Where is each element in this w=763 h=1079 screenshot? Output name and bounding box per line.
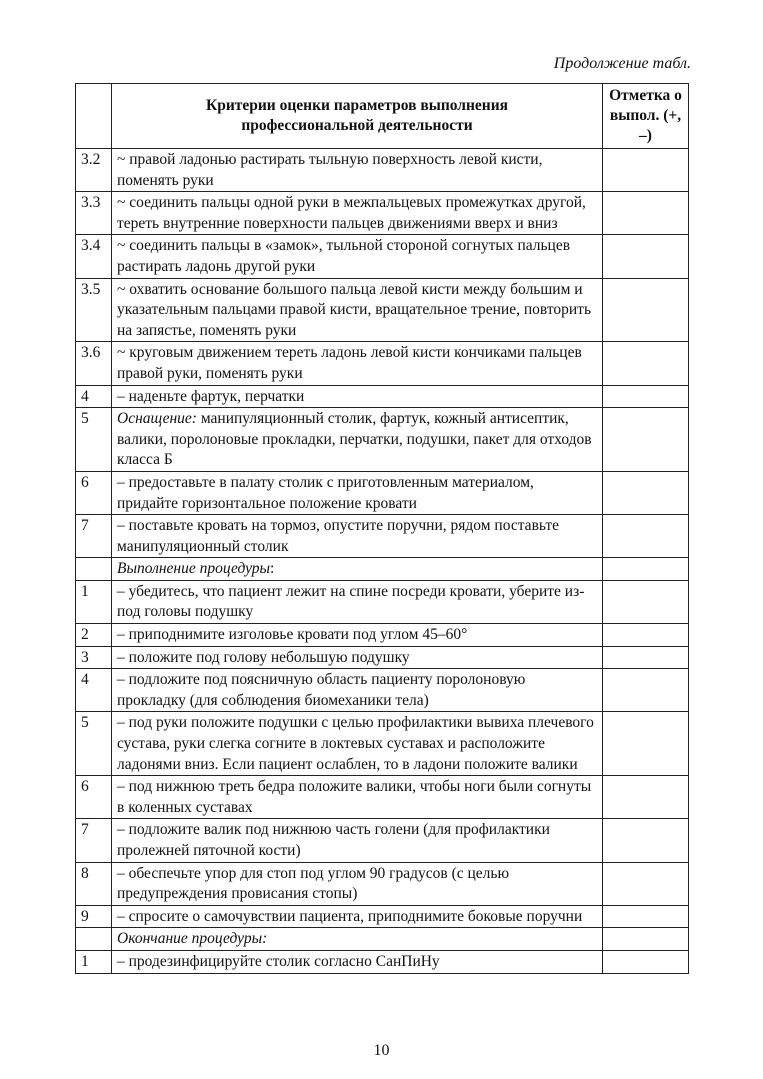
row-number	[76, 558, 112, 581]
table-row	[76, 580, 689, 623]
row-criteria	[112, 862, 603, 905]
section-label: Оснащение:	[117, 410, 197, 428]
criteria-text: :	[270, 560, 275, 578]
row-number: 1	[76, 580, 112, 623]
header-mark: Отметка о выпол. (+, –)	[603, 84, 689, 149]
table-row	[76, 235, 689, 278]
criteria-text: ~ соединить пальцы в «замок», тыльной стороной согнутых пальцев растирать ладонь другой руки	[117, 237, 571, 275]
row-number: 3	[76, 646, 112, 669]
table-row	[76, 905, 689, 928]
row-mark-cell[interactable]	[603, 624, 689, 647]
row-number: 5	[76, 408, 112, 472]
table-row	[76, 624, 689, 647]
row-criteria	[112, 558, 603, 581]
criteria-text: – убедитесь, что пациент лежит на спине посреди кровати, уберите из-под головы подушку	[117, 582, 585, 621]
row-criteria	[112, 776, 603, 819]
row-number: 2	[76, 624, 112, 647]
row-mark-cell[interactable]	[603, 950, 689, 973]
row-criteria	[112, 819, 603, 862]
row-mark-cell[interactable]	[603, 776, 689, 819]
row-number: 3.3	[76, 192, 112, 235]
row-mark-cell[interactable]	[603, 646, 689, 669]
row-mark-cell[interactable]	[603, 928, 689, 951]
row-mark-cell[interactable]	[603, 712, 689, 776]
criteria-text: ~ правой ладонью растирать тыльную поверхность левой кисти, поменять руки	[117, 151, 543, 189]
table-row	[76, 928, 689, 951]
row-criteria	[112, 149, 603, 192]
table-row	[76, 819, 689, 862]
row-number: 3.5	[76, 278, 112, 342]
row-mark-cell[interactable]	[603, 819, 689, 862]
row-mark-cell[interactable]	[603, 235, 689, 278]
criteria-text: – продезинфицируйте столик согласно СанПиНу	[117, 952, 440, 970]
header-criteria: Критерии оценки параметров выполнения профессиональной деятельности	[112, 84, 603, 149]
table-row	[76, 950, 689, 973]
row-number: 3.2	[76, 149, 112, 192]
table-row	[76, 669, 689, 712]
row-criteria	[112, 408, 603, 472]
row-mark-cell[interactable]	[603, 580, 689, 623]
criteria-text: – подложите валик под нижнюю часть голени (для профилактики пролежней пяточной кости)	[117, 821, 550, 859]
criteria-text: – под руки положите подушки с целью профилактики вывиха плечевого сустава, руки слегка согните в локтевых суставах и расположите ладонями вниз. Если пациент ослаблен, то в ладони положите валики	[117, 714, 594, 773]
row-criteria	[112, 342, 603, 385]
row-number: 8	[76, 862, 112, 905]
row-criteria	[112, 385, 603, 408]
row-criteria	[112, 580, 603, 623]
table-row	[76, 342, 689, 385]
table-row	[76, 776, 689, 819]
row-number: 3.4	[76, 235, 112, 278]
row-mark-cell[interactable]	[603, 278, 689, 342]
row-criteria	[112, 646, 603, 669]
row-criteria	[112, 905, 603, 928]
criteria-table	[75, 83, 689, 974]
row-mark-cell[interactable]	[603, 669, 689, 712]
criteria-text: манипуляционный столик, фартук, кожный антисептик, валики, поролоновые прокладки, перчатки, подушки, пакет для отходов класса Б	[117, 410, 592, 469]
table-row	[76, 862, 689, 905]
row-mark-cell[interactable]	[603, 408, 689, 472]
table-row	[76, 515, 689, 558]
row-mark-cell[interactable]	[603, 342, 689, 385]
criteria-text: – наденьте фартук, перчатки	[117, 387, 305, 405]
row-mark-cell[interactable]	[603, 192, 689, 235]
criteria-text: – предоставьте в палату столик с приготовленным материалом, придайте горизонтальное положение кровати	[117, 473, 534, 512]
row-criteria	[112, 712, 603, 776]
row-number: 4	[76, 669, 112, 712]
table-row	[76, 712, 689, 776]
criteria-text: – обеспечьте упор для стоп под углом 90 градусов (с целью предупреждения провисания стопы)	[117, 864, 510, 903]
row-criteria	[112, 471, 603, 514]
row-mark-cell[interactable]	[603, 471, 689, 514]
table-header-row	[76, 84, 689, 149]
row-number: 7	[76, 819, 112, 862]
criteria-text: – положите под голову небольшую подушку	[117, 648, 410, 666]
criteria-text: ~ круговым движением тереть ладонь левой кисти кончиками пальцев правой руки, поменять руки	[117, 344, 582, 382]
section-label: Окончание процедуры:	[117, 930, 268, 948]
row-number: 3.6	[76, 342, 112, 385]
row-number: 9	[76, 905, 112, 928]
section-label: Выполнение процедуры	[117, 560, 271, 578]
row-mark-cell[interactable]	[603, 385, 689, 408]
criteria-text: – спросите о самочувствии пациента, приподнимите боковые поручни	[117, 907, 583, 925]
table-row	[76, 278, 689, 342]
criteria-text: – подложите под поясничную область пациенту поролоновую прокладку (для соблюдения биомеханики тела)	[117, 671, 526, 709]
row-mark-cell[interactable]	[603, 515, 689, 558]
criteria-text: – поставьте кровать на тормоз, опустите поручни, рядом поставьте манипуляционный столик	[117, 517, 560, 555]
criteria-text: ~ охватить основание большого пальца левой кисти между большим и указательным пальцами правой кисти, вращательное трение, повторить на запястье, поменять руки	[117, 280, 592, 339]
row-criteria	[112, 278, 603, 342]
row-criteria	[112, 235, 603, 278]
table-row	[76, 646, 689, 669]
row-criteria	[112, 950, 603, 973]
row-criteria	[112, 669, 603, 712]
row-number: 5	[76, 712, 112, 776]
table-row	[76, 408, 689, 472]
row-criteria	[112, 192, 603, 235]
criteria-text: ~ соединить пальцы одной руки в межпальцевых промежутках другой, тереть внутренние поверхности пальцев движениями вверх и вниз	[117, 194, 586, 232]
table-row	[76, 558, 689, 581]
row-mark-cell[interactable]	[603, 862, 689, 905]
table-row	[76, 385, 689, 408]
table-row	[76, 192, 689, 235]
row-number: 7	[76, 515, 112, 558]
row-mark-cell[interactable]	[603, 905, 689, 928]
row-number: 1	[76, 950, 112, 973]
row-number: 4	[76, 385, 112, 408]
table-row	[76, 471, 689, 514]
row-mark-cell[interactable]	[603, 558, 689, 581]
row-number: 6	[76, 471, 112, 514]
row-number: 6	[76, 776, 112, 819]
row-mark-cell[interactable]	[603, 149, 689, 192]
table-continuation-label: Продолжение табл.	[553, 55, 691, 72]
table-row	[76, 149, 689, 192]
page-number: 10	[373, 1042, 390, 1059]
criteria-text: – под нижнюю треть бедра положите валики, чтобы ноги были согнуты в коленных суставах	[117, 778, 592, 816]
row-number	[76, 928, 112, 951]
row-criteria	[112, 624, 603, 647]
header-number	[76, 84, 112, 149]
row-criteria	[112, 928, 603, 951]
criteria-text: – приподнимите изголовье кровати под углом 45–60°	[117, 626, 468, 644]
row-criteria	[112, 515, 603, 558]
